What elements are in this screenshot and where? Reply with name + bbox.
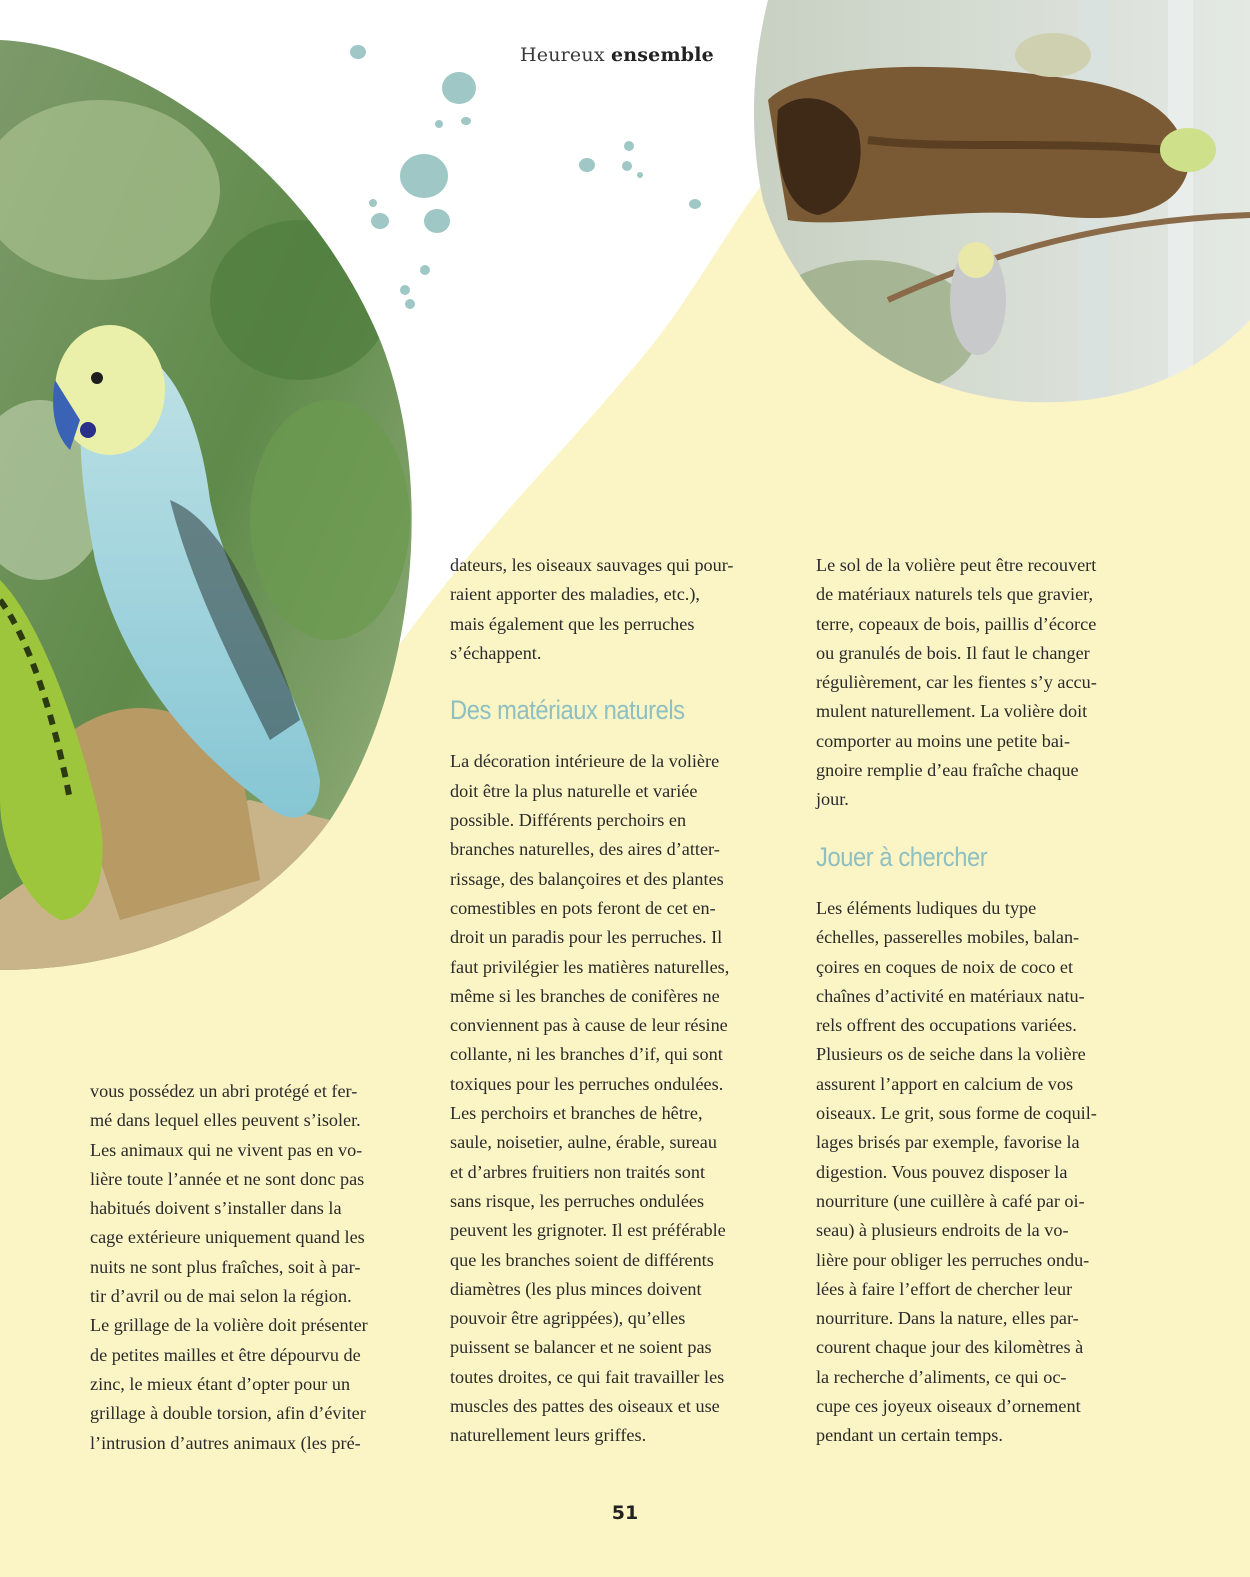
page-number: 51 — [611, 1502, 639, 1524]
section-heading-materials: Des matériaux naturels — [450, 695, 685, 726]
text-line: régulièrement, car les fientes s’y accu- — [816, 672, 1097, 693]
text-line: toxiques pour les perruches ondulées. — [450, 1073, 724, 1094]
text-line: collante, ni les branches d’if, qui sont — [450, 1044, 723, 1065]
text-line: seau) à plusieurs endroits de la vo- — [816, 1220, 1069, 1241]
text-line: puissent se balancer et ne soient pas — [450, 1337, 712, 1358]
text-line: de matériaux naturels tels que gravier, — [816, 584, 1094, 605]
text-line: comporter au moins une petite bai- — [816, 730, 1071, 751]
text-line: nourriture. Dans la nature, elles par- — [816, 1308, 1079, 1329]
text-line: s’échappent. — [450, 642, 542, 663]
text-line: oiseaux. Le grit, sous forme de coquil- — [816, 1103, 1097, 1124]
header-section: Heureux — [520, 44, 605, 66]
text-line: la recherche d’aliments, ce qui oc- — [816, 1366, 1067, 1387]
text-line: rissage, des balançoires et des plantes — [450, 868, 724, 889]
text-line: mulent naturellement. La volière doit — [816, 701, 1088, 722]
text-line: que les branches soient de différents — [450, 1249, 714, 1270]
right-aviary-photo — [748, 0, 1250, 405]
middle-text-column — [450, 551, 790, 1451]
text-line: sans risque, les perruches ondulées — [450, 1190, 705, 1211]
text-line: zinc, le mieux étant d’opter pour un — [90, 1373, 351, 1394]
text-line: diamètres (les plus minces doivent — [450, 1278, 702, 1299]
text-line: nuits ne sont plus fraîches, soit à par- — [90, 1256, 361, 1277]
text-line: Le sol de la volière peut être recouvert — [816, 555, 1097, 575]
text-line: peuvent les grignoter. Il est préférable — [450, 1220, 726, 1241]
text-line: habitués doivent s’installer dans la — [90, 1198, 342, 1219]
text-line: même si les branches de conifères ne — [450, 985, 720, 1006]
text-line: mé dans lequel elles peuvent s’isoler. — [90, 1110, 361, 1131]
text-line: lière toute l’année et ne sont donc pas — [90, 1168, 365, 1189]
text-line: grillage à double torsion, afin d’éviter — [90, 1403, 366, 1424]
middle-intro-paragraph — [450, 551, 790, 668]
text-line: terre, copeaux de bois, paillis d’écorce — [816, 613, 1097, 634]
text-line: chaînes d’activité en matériaux natu- — [816, 985, 1085, 1006]
text-line: gnoire remplie d’eau fraîche chaque — [816, 760, 1079, 781]
text-line: dateurs, les oiseaux sauvages qui pour- — [450, 555, 734, 575]
text-line: ou granulés de bois. Il faut le changer — [816, 642, 1090, 663]
left-paragraph — [90, 1077, 420, 1458]
text-line: et d’arbres fruitiers non traités sont — [450, 1161, 706, 1182]
running-header — [520, 44, 714, 66]
text-line: raient apporter des maladies, etc.), — [450, 584, 700, 605]
text-line: droit un paradis pour les perruches. Il — [450, 927, 723, 948]
text-line: Les éléments ludiques du type — [816, 897, 1037, 918]
text-line: çoires en coques de noix de coco et — [816, 956, 1074, 977]
right-body-paragraph — [816, 894, 1156, 1451]
text-line: branches naturelles, des aires d’atter- — [450, 839, 720, 860]
text-line: conviennent pas à cause de leur résine — [450, 1015, 728, 1036]
text-line: mais également que les perruches — [450, 613, 695, 634]
text-line: assurent l’apport en calcium de vos — [816, 1073, 1074, 1094]
right-text-column — [816, 551, 1156, 1451]
text-line: échelles, passerelles mobiles, balan- — [816, 927, 1080, 948]
text-line: toutes droites, ce qui fait travailler les — [450, 1366, 725, 1387]
text-line: cage extérieure uniquement quand les — [90, 1227, 365, 1248]
header-section-bold: ensemble — [610, 44, 714, 66]
text-line: lages brisés par exemple, favorise la — [816, 1132, 1080, 1153]
left-text-column — [90, 1077, 420, 1458]
text-line: Les perchoirs et branches de hêtre, — [450, 1103, 703, 1124]
text-line: saule, noisetier, aulne, érable, sureau — [450, 1132, 717, 1153]
text-line: faut privilégier les matières naturelles, — [450, 956, 730, 977]
text-line: l’intrusion d’autres animaux (les pré- — [90, 1432, 361, 1453]
text-line: lière pour obliger les perruches ondu- — [816, 1249, 1090, 1270]
text-line: doit être la plus naturelle et variée — [450, 780, 698, 801]
text-line: pendant un certain temps. — [816, 1425, 1003, 1446]
left-budgie-photo — [0, 40, 415, 975]
text-line: comestibles en pots feront de cet en- — [450, 897, 716, 918]
text-line: possible. Différents perchoirs en — [450, 810, 687, 831]
text-line: Les animaux qui ne vivent pas en vo- — [90, 1139, 363, 1160]
text-line: naturellement leurs griffes. — [450, 1425, 647, 1446]
middle-body-paragraph — [450, 747, 790, 1450]
text-line: pouvoir être agrippées), qu’elles — [450, 1308, 686, 1329]
text-line: tir d’avril ou de mai selon la région. — [90, 1286, 352, 1307]
text-line: vous possédez un abri protégé et fer- — [90, 1081, 358, 1101]
text-line: Le grillage de la volière doit présenter — [90, 1315, 368, 1336]
text-line: rels offrent des occupations variées. — [816, 1015, 1077, 1036]
text-line: nourriture (une cuillère à café par oi- — [816, 1190, 1085, 1211]
right-intro-paragraph — [816, 551, 1156, 815]
text-line: Plusieurs os de seiche dans la volière — [816, 1044, 1086, 1065]
text-line: cupe ces joyeux oiseaux d’ornement — [816, 1396, 1081, 1417]
text-line: lées à faire l’effort de chercher leur — [816, 1278, 1073, 1299]
text-line: de petites mailles et être dépourvu de — [90, 1344, 361, 1365]
section-heading-play: Jouer à chercher — [816, 841, 988, 872]
text-line: courent chaque jour des kilomètres à — [816, 1337, 1084, 1358]
text-line: jour. — [816, 789, 849, 810]
text-line: digestion. Vous pouvez disposer la — [816, 1161, 1068, 1182]
text-line: muscles des pattes des oiseaux et use — [450, 1396, 720, 1417]
text-line: La décoration intérieure de la volière — [450, 751, 720, 772]
